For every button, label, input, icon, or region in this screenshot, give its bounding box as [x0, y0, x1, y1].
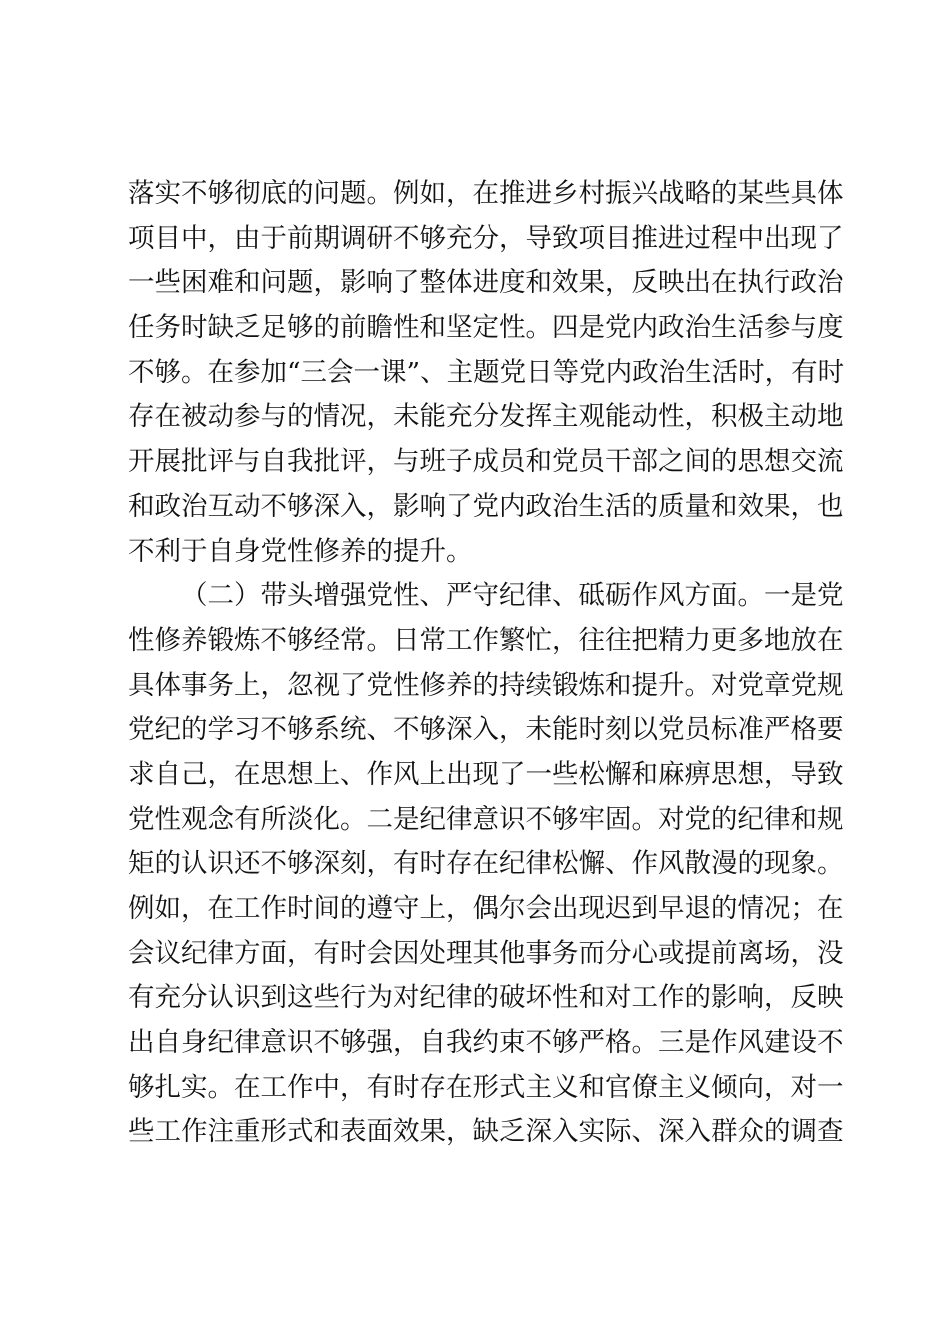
text-line: 开展批评与自我批评，与班子成员和党员干部之间的思想交流: [128, 446, 844, 478]
text-line: 例如，在工作时间的遵守上，偶尔会出现迟到早退的情况；在: [128, 893, 844, 924]
text-line: 党纪的学习不够系统、不够深入，未能时刻以党员标准严格要: [128, 714, 844, 746]
text-line: 够扎实。在工作中，有时存在形式主义和官僚主义倾向，对一: [128, 1071, 844, 1103]
text-line: 落实不够彻底的问题。例如，在推进乡村振兴战略的某些具体: [128, 178, 844, 209]
text-line: 有充分认识到这些行为对纪律的破坏性和对工作的影响，反映: [128, 982, 844, 1014]
text-line: 不够。在参加“三会一课”、主题党日等党内政治生活时，有时: [128, 356, 845, 388]
text-line: 和政治互动不够深入，影响了党内政治生活的质量和效果，也: [128, 490, 844, 522]
text-line: 出自身纪律意识不够强，自我约束不够严格。三是作风建设不: [128, 1027, 844, 1059]
text-line: 任务时缺乏足够的前瞻性和坚定性。四是党内政治生活参与度: [128, 312, 844, 344]
text-line: 具体事务上，忽视了党性修养的持续锻炼和提升。对党章党规: [128, 669, 844, 701]
text-line: 求自己，在思想上、作风上出现了一些松懈和麻痹思想，导致: [128, 758, 844, 790]
body-text: [128, 172, 845, 1155]
text-line: 一些困难和问题，影响了整体进度和效果，反映出在执行政治: [128, 267, 844, 299]
text-line: 不利于自身党性修养的提升。: [128, 535, 473, 567]
text-line: 矩的认识还不够深刻，有时存在纪律松懈、作风散漫的现象。: [128, 848, 844, 880]
text-line: 会议纪律方面，有时会因处理其他事务而分心或提前离场，没: [128, 937, 844, 969]
text-line: 项目中，由于前期调研不够充分，导致项目推进过程中出现了: [128, 222, 844, 254]
text-line: 些工作注重形式和表面效果，缺乏深入实际、深入群众的调查: [128, 1116, 844, 1148]
text-line: 性修养锻炼不够经常。日常工作繁忙，往往把精力更多地放在: [128, 624, 844, 656]
section-heading-line: （二）带头增强党性、严守纪律、砥砺作风方面。一是党: [181, 580, 844, 612]
text-line: 存在被动参与的情况，未能充分发挥主观能动性，积极主动地: [128, 401, 844, 433]
text-line: 党性观念有所淡化。二是纪律意识不够牢固。对党的纪律和规: [128, 803, 844, 835]
